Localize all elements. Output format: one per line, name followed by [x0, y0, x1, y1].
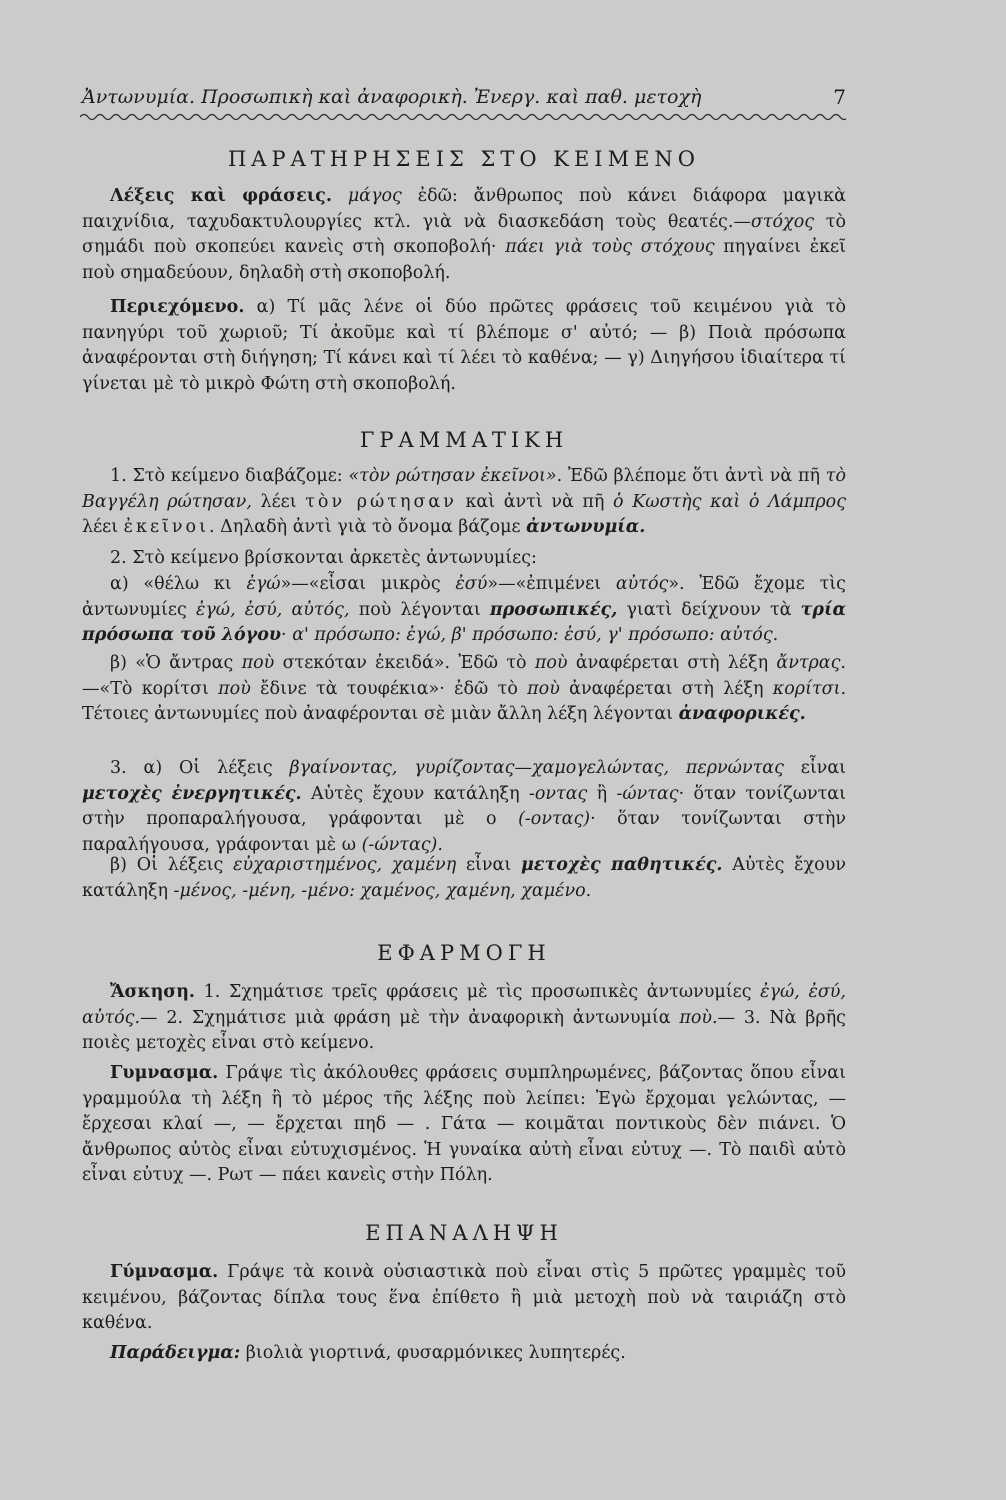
italic-run: ἐγώ, ἐσύ, αὐτός.: [82, 982, 846, 1028]
text-run: στεκόταν ἐκειδά». Ἐδῶ τὸ: [274, 653, 535, 673]
revision-gymnasma-label: Γύμνασμα.: [110, 1262, 219, 1282]
running-title: Ἀντωνυμία. Προσωπικὴ καὶ ἀναφορικὴ. Ἐνεργ. καὶ παθ. μετοχὴ: [82, 86, 702, 108]
italic-run: αὐτός: [615, 574, 669, 594]
words-label: Λέξεις καὶ φράσεις.: [110, 186, 332, 206]
italic-run: ποὺ.: [679, 1007, 718, 1028]
text-run: . Δηλαδὴ ἀντὶ γιὰ τὸ ὄνομα βάζομε: [208, 517, 527, 538]
text-run: »—«εἶσαι μικρὸς: [280, 574, 456, 594]
text-run: β) Οἱ λέξεις: [110, 855, 234, 875]
bold-italic-run: ἀναφορικές.: [678, 704, 806, 725]
words-and-phrases-paragraph: [82, 184, 846, 286]
grammar-paragraph-4: [82, 651, 846, 728]
text-run: [332, 186, 348, 206]
text-run: 1. Στὸ κείμενο διαβάζομε:: [110, 466, 349, 486]
text-run: βιολιὰ γιορτινά, φυσαρμόνικες λυπητερές.: [240, 1343, 626, 1363]
grammar-paragraph-3: [82, 572, 846, 649]
italic-run: πάει γιὰ τοὺς στόχους: [505, 237, 715, 258]
text-run: — 3. Νὰ βρῆς ποιὲς μετοχὲς εἶναι στὸ κείμενο.: [82, 1007, 846, 1054]
text-run: ». Ἐδῶ ἔχομε τὶς ἀντωνυμίες: [82, 574, 846, 620]
text-run: »—«ἐπιμένει: [487, 574, 616, 594]
text-run: Τέτοιες ἀντωνυμίες ποὺ ἀναφέρονται σὲ μιὰν ἄλλη λέξη λέγονται: [82, 704, 679, 725]
text-run: Γράψε τὶς ἀκόλουθες φράσεις συμπληρωμένες, βάζοντας ὅπου εἶναι γραμμούλα τὴ λέξη ἢ τὸ μέρος τῆς λέξης ποὺ λείπει: Ἐγὼ ἔρχομαι γελώντας, — ἔρχεσαι κλαί —, — ἔρχεται πηδ — . Γάτα — κοιμᾶται ποντικοὺς δὲν πιάνει. Ὁ ἄνθρωπος αὐτὸς εἶναι εὐτυχισμένος. Ἡ γυναίκα αὐτὴ εἶναι εὐτυχ —. Τὸ παιδὶ αὐτὸ εἶναι εὐτυχ —. Ρωτ — πάει κανεὶς στὴν Πόλη.: [82, 1063, 846, 1186]
italic-run: μάγος: [347, 186, 402, 206]
page-number: 7: [833, 85, 846, 109]
bold-italic-run: προσωπικές,: [489, 599, 618, 620]
italic-run: στόχος: [750, 211, 815, 232]
italic-run: ἄντρας.: [776, 653, 846, 673]
grammar-heading: ΓΡΑΜΜΑΤΙΚΗ: [359, 428, 569, 452]
text-run: 1. Σχημάτισε τρεῖς φράσεις μὲ τὶς προσωπικὲς ἀντωνυμίες: [195, 982, 761, 1002]
gymnasma-label: Γυμνασμα.: [110, 1063, 219, 1083]
italic-run: κορίτσι.: [772, 678, 847, 699]
text-run: λέει: [251, 491, 306, 512]
italic-run: ἐγώ: [246, 574, 281, 594]
grammar-paragraph-6: [82, 853, 846, 904]
italic-run: βγαίνοντας, γυρίζοντας—χαμογελώντας, περνώντας: [289, 758, 784, 778]
text-run: α) Τί μᾶς λένε οἱ δύο πρῶτες φράσεις τοῦ κειμένου γιὰ τὸ πανηγύρι τοῦ χωριοῦ; Τί ἀκοῦμε καὶ τί βλέπομε σ' αὐτό; — β) Ποιὰ πρόσωπα ἀναφέρονται στὴ διήγηση; Τί κάνει καὶ τί λέει τὸ καθένα; — γ) Διηγήσου ἰδιαίτερα τί γίνεται μὲ τὸ μικρὸ Φώτη στὴ σκοποβολή.: [82, 297, 846, 394]
text-run: εἶναι: [783, 758, 847, 778]
revision-gymnasma-paragraph: [82, 1260, 846, 1337]
italic-run: ποὺ: [527, 678, 560, 699]
content-questions-paragraph: [82, 295, 846, 397]
italic-run: ὁ Κωστὴς καὶ ὁ Λάμπρος: [613, 491, 846, 512]
italic-run: -οντας: [528, 783, 588, 804]
running-header: [82, 82, 846, 112]
italic-run: ἐγώ, ἐσύ, αὐτός,: [195, 599, 350, 620]
text-run: καὶ ἀντὶ νὰ πῆ: [456, 491, 614, 512]
spaced-run: ἐκεῖνοι: [123, 517, 209, 538]
gymnasma-paragraph: [82, 1061, 846, 1189]
text-run: ἐδῶ: ἄνθρωπος ποὺ κάνει διάφορα μαγικὰ παιχνίδια, ταχυδακτυλουργίες κτλ. γιὰ νὰ διασκεδάση τοὺς θεατές.—: [82, 186, 846, 232]
text-run: Αὐτὲς ἔχουν κατάληξη: [82, 855, 846, 901]
text-run: β) «Ὁ ἄντρας: [110, 653, 242, 673]
text-run: 3. α) Οἱ λέξεις: [110, 758, 290, 778]
bold-italic-run: μετοχὲς παθητικές.: [521, 855, 723, 875]
text-run: ἀναφέρεται στὴ λέξη: [567, 653, 777, 673]
revision-heading: ΕΠΑΝΑΛΗΨΗ: [365, 1221, 563, 1245]
italic-run: εὐχαριστημένος, χαμένη: [233, 855, 457, 875]
exercise-paragraph: [82, 980, 846, 1057]
text-run: εἶναι: [456, 855, 522, 875]
italic-run: (-οντας): [518, 809, 591, 830]
text-run: ἔδινε τὰ τουφέκια»· ἐδῶ τὸ: [250, 678, 528, 699]
bold-italic-run: μετοχὲς ἐνεργητικές.: [82, 783, 302, 804]
italic-run: τὸ Βαγγέλη ρώτησαν,: [82, 466, 846, 512]
observations-heading: ΠΑΡΑΤΗΡΗΣΕΙΣ ΣΤΟ ΚΕΙΜΕΝΟ: [227, 147, 701, 171]
bold-italic-run: τρία πρόσωπα τοῦ λόγου: [82, 599, 847, 646]
italic-run: (-ώντας).: [361, 834, 443, 855]
grammar-paragraph-2: 2. Στὸ κείμενο βρίσκονται ἀρκετὲς ἀντωνυμίες:: [110, 548, 537, 568]
text-run: πηγαίνει ἐκεῖ ποὺ σημαδεύουν, δηλαδὴ στὴ σκοποβολή.: [82, 237, 846, 283]
grammar-paragraph-1: [82, 464, 846, 541]
bold-italic-run: ἀντωνυμία.: [526, 517, 646, 538]
text-run: . Ἐδῶ βλέπομε ὅτι ἀντὶ νὰ πῆ: [556, 466, 826, 486]
text-run: ποὺ λέγονται: [349, 599, 490, 620]
text-run: — 2. Σχημάτισε μιὰ φράση μὲ τὴν ἀναφορικὴ ἀντωνυμία: [140, 1007, 680, 1028]
italic-run: -ώντας: [616, 783, 679, 804]
italic-run: ποὺ: [241, 653, 275, 673]
text-run: τὸ σημάδι ποὺ σκοπεύει κανεὶς στὴ σκοποβολή·: [82, 211, 846, 258]
italic-run: ἐσύ: [455, 574, 488, 594]
example-label: Παράδειγμα:: [110, 1343, 241, 1363]
exercise-label: Ἄσκηση.: [110, 982, 196, 1002]
text-run: ·: [281, 625, 293, 646]
italic-run: α' πρόσωπο: ἐγώ, β' πρόσωπο: ἐσύ, γ' πρόσωπο: αὐτός.: [292, 625, 779, 646]
text-run: ἀναφέρεται στὴ λέξη: [559, 678, 773, 699]
text-run: α) «θέλω κι: [110, 574, 247, 594]
application-heading: ΕΦΑΡΜΟΓΗ: [377, 941, 551, 965]
text-run: —«Τὸ κορίτσι: [82, 678, 219, 699]
text-run: Γράψε τὰ κοινὰ οὐσιαστικὰ ποὺ εἶναι στὶς 5 πρῶτες γραμμὲς τοῦ κειμένου, βάζοντας δίπλα τους ἕνα ἐπίθετο ἢ μιὰ μετοχὴ ποὺ νὰ ταιριάζη στὸ καθένα.: [82, 1262, 846, 1334]
spaced-run: τὸν ρώτησαν: [305, 491, 457, 512]
italic-run: ποὺ: [218, 678, 251, 699]
grammar-paragraph-5: [82, 756, 846, 858]
text-run: · ὅταν τονίζωνται στὴν προπαραλήγουσα, γράφονται μὲ ο: [82, 783, 846, 830]
text-run: · ὅταν τονίζωνται στὴν παραλήγουσα, γράφονται μὲ ω: [82, 809, 846, 855]
text-run: Αὐτὲς ἔχουν κατάληξη: [301, 783, 529, 804]
example-paragraph: [82, 1341, 846, 1367]
italic-run: ποὺ: [534, 653, 568, 673]
italic-run: -μένος, -μένη, -μένο: χαμένος, χαμένη, χαμένο.: [173, 880, 592, 901]
content-label: Περιεχόμενο.: [110, 297, 245, 317]
text-run: ἢ: [587, 783, 617, 804]
header-wavy-rule: [80, 111, 846, 123]
text-run: λέει: [82, 517, 124, 538]
text-run: γιατὶ δείχνουν τὰ: [617, 599, 801, 620]
italic-run: «τὸν ρώτησαν ἐκεῖνοι»: [348, 466, 557, 486]
